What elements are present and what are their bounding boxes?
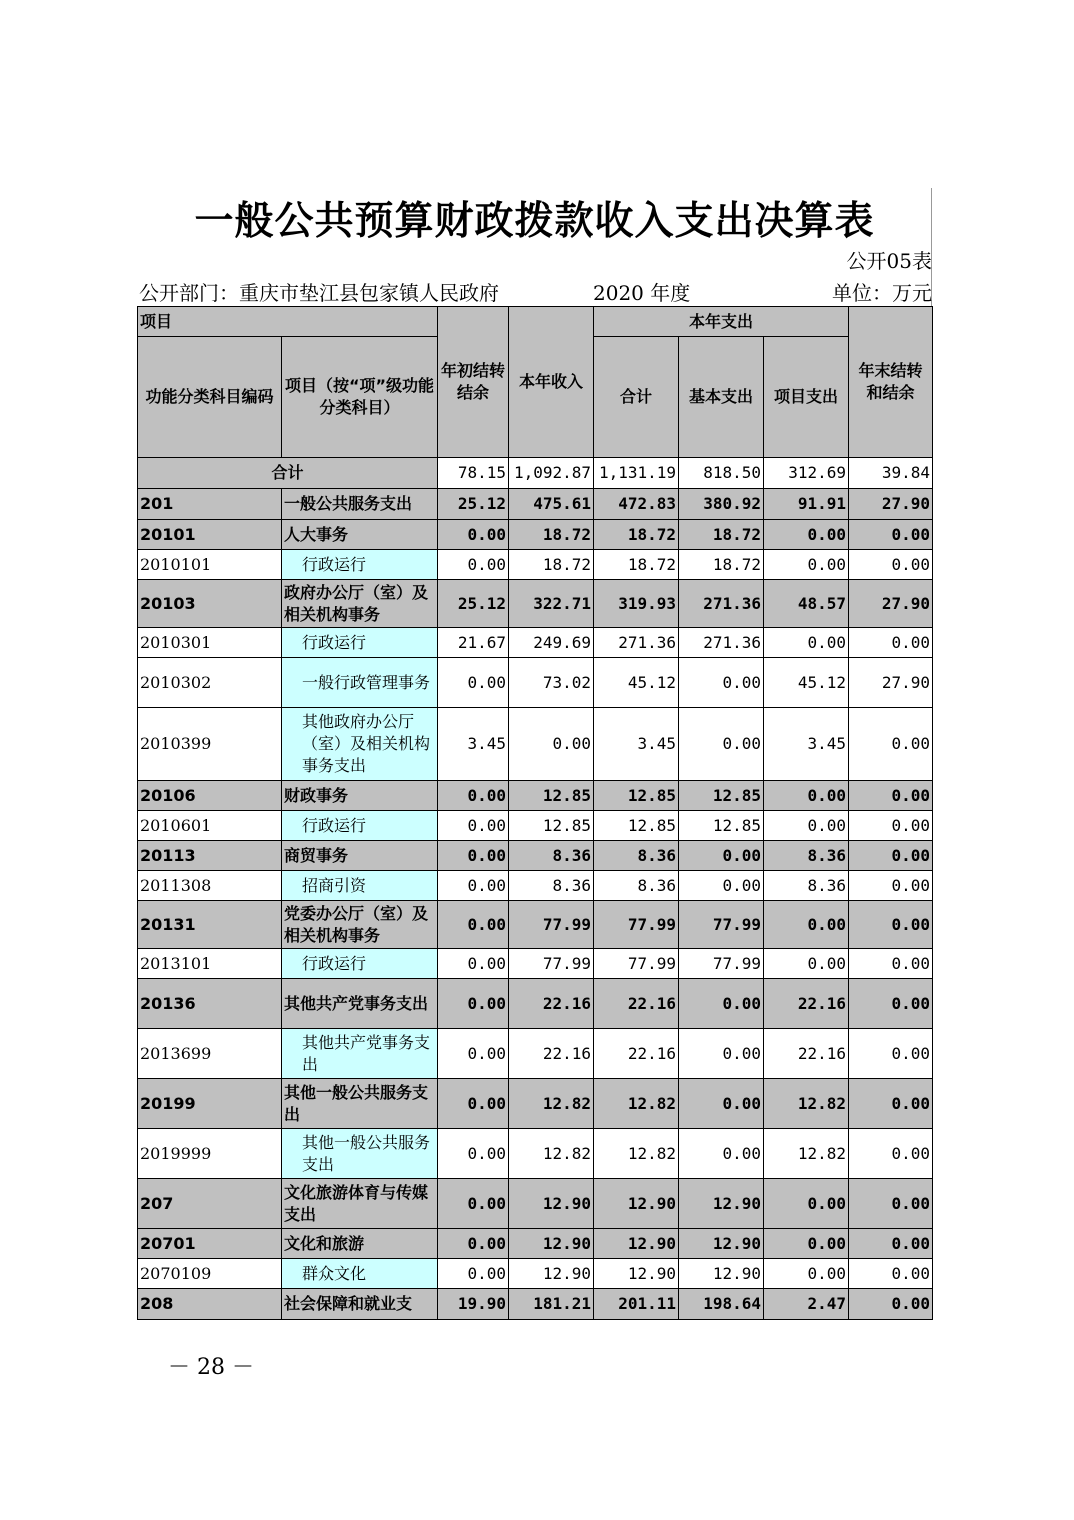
- row-value: 181.21: [509, 1289, 594, 1320]
- table-number: 公开05表: [846, 249, 932, 273]
- row-value: 12.90: [509, 1229, 594, 1259]
- row-value: 0.00: [438, 658, 509, 708]
- row-name: 行政运行: [282, 550, 438, 580]
- row-value: 0.00: [438, 550, 509, 580]
- row-value: 3.45: [764, 708, 849, 781]
- row-code: 20101: [138, 520, 282, 550]
- row-value: 12.82: [509, 1079, 594, 1129]
- table-row: [138, 1079, 933, 1129]
- page-title: 一般公共预算财政拨款收入支出决算表: [194, 199, 875, 244]
- row-value: 0.00: [849, 811, 933, 841]
- row-code: 20136: [138, 979, 282, 1029]
- row-value: 0.00: [438, 1129, 509, 1179]
- row-name: 其他共产党事务支出: [282, 1029, 438, 1079]
- row-value: 0.00: [849, 979, 933, 1029]
- row-value: 22.16: [764, 979, 849, 1029]
- row-value: 0.00: [438, 781, 509, 811]
- row-value: 12.85: [679, 811, 764, 841]
- row-value: 0.00: [438, 841, 509, 871]
- table-row: [138, 658, 933, 708]
- row-value: 249.69: [509, 628, 594, 658]
- row-value: 2.47: [764, 1289, 849, 1320]
- row-value: 8.36: [594, 871, 679, 901]
- row-value: 77.99: [594, 949, 679, 979]
- row-value: 12.90: [509, 1259, 594, 1289]
- header-total: 合计: [594, 337, 679, 458]
- row-value: 319.93: [594, 580, 679, 628]
- row-value: 0.00: [438, 1179, 509, 1229]
- row-value: 0.00: [679, 708, 764, 781]
- row-value: 322.71: [509, 580, 594, 628]
- row-value: 27.90: [849, 489, 933, 520]
- row-value: 12.85: [509, 781, 594, 811]
- row-value: 12.82: [594, 1129, 679, 1179]
- table-row: [138, 979, 933, 1029]
- row-name: 商贸事务: [282, 841, 438, 871]
- department-label: 公开部门：重庆市垫江县包家镇人民政府: [139, 281, 499, 305]
- row-value: 12.90: [679, 1179, 764, 1229]
- budget-table: [137, 306, 933, 1320]
- header-item: 项目: [138, 307, 438, 337]
- row-value: 0.00: [438, 979, 509, 1029]
- row-value: 45.12: [764, 658, 849, 708]
- row-code: 20131: [138, 901, 282, 949]
- row-name: 行政运行: [282, 949, 438, 979]
- row-value: 475.61: [509, 489, 594, 520]
- table-row: [138, 871, 933, 901]
- meta-line: [137, 277, 932, 305]
- row-value: 198.64: [679, 1289, 764, 1320]
- row-code: 2010399: [138, 708, 282, 781]
- header-basic: 基本支出: [679, 337, 764, 458]
- row-value: 271.36: [679, 580, 764, 628]
- row-code: 208: [138, 1289, 282, 1320]
- row-name: 一般行政管理事务: [282, 658, 438, 708]
- row-value: 48.57: [764, 580, 849, 628]
- row-value: 0.00: [849, 1289, 933, 1320]
- row-code: 2019999: [138, 1129, 282, 1179]
- row-value: 77.99: [594, 901, 679, 949]
- row-code: 2010302: [138, 658, 282, 708]
- table-row: [138, 1259, 933, 1289]
- table-row: [138, 550, 933, 580]
- row-value: 0.00: [849, 1029, 933, 1079]
- row-value: 0.00: [764, 949, 849, 979]
- header-income: 本年收入: [509, 307, 594, 458]
- row-value: 8.36: [594, 841, 679, 871]
- row-value: 472.83: [594, 489, 679, 520]
- row-name: 一般公共服务支出: [282, 489, 438, 520]
- row-value: 12.85: [594, 811, 679, 841]
- table-row: [138, 1129, 933, 1179]
- row-value: 12.82: [764, 1129, 849, 1179]
- row-value: 22.16: [509, 979, 594, 1029]
- row-code: 2013699: [138, 1029, 282, 1079]
- row-value: 27.90: [849, 658, 933, 708]
- row-value: 73.02: [509, 658, 594, 708]
- row-value: 0.00: [849, 520, 933, 550]
- page-number: － 28 －: [168, 1355, 254, 1380]
- row-value: 0.00: [679, 1079, 764, 1129]
- row-value: 12.90: [679, 1259, 764, 1289]
- row-code: 2070109: [138, 1259, 282, 1289]
- row-value: 0.00: [764, 1179, 849, 1229]
- row-name: 财政事务: [282, 781, 438, 811]
- row-value: 0.00: [764, 520, 849, 550]
- row-value: 0.00: [679, 871, 764, 901]
- row-value: 0.00: [438, 871, 509, 901]
- row-value: 18.72: [594, 550, 679, 580]
- year-label: 2020 年度: [593, 281, 691, 305]
- row-value: 0.00: [849, 1129, 933, 1179]
- row-value: 12.90: [509, 1179, 594, 1229]
- row-name: 其他一般公共服务支出: [282, 1129, 438, 1179]
- table-row: [138, 901, 933, 949]
- row-name: 政府办公厅（室）及相关机构事务: [282, 580, 438, 628]
- row-code: 2010301: [138, 628, 282, 658]
- unit-label: 单位：万元: [832, 281, 932, 305]
- row-value: 0.00: [764, 1259, 849, 1289]
- table-row: [138, 811, 933, 841]
- row-value: 0.00: [679, 841, 764, 871]
- row-value: 0.00: [849, 550, 933, 580]
- row-value: 12.90: [594, 1229, 679, 1259]
- row-code: 20103: [138, 580, 282, 628]
- row-code: 20701: [138, 1229, 282, 1259]
- row-value: 0.00: [764, 781, 849, 811]
- header-current-expense: 本年支出: [594, 307, 849, 337]
- row-value: 8.36: [509, 871, 594, 901]
- row-value: 0.00: [438, 1079, 509, 1129]
- table-row: [138, 708, 933, 781]
- row-value: 91.91: [764, 489, 849, 520]
- row-name: 招商引资: [282, 871, 438, 901]
- row-value: 0.00: [764, 550, 849, 580]
- row-value: 12.90: [594, 1259, 679, 1289]
- table-row: [138, 520, 933, 550]
- total-value: 818.50: [679, 458, 764, 489]
- row-code: 201: [138, 489, 282, 520]
- row-value: 0.00: [849, 901, 933, 949]
- row-value: 0.00: [849, 628, 933, 658]
- row-value: 8.36: [509, 841, 594, 871]
- row-value: 77.99: [509, 901, 594, 949]
- row-value: 0.00: [849, 841, 933, 871]
- row-value: 18.72: [679, 550, 764, 580]
- table-row: [138, 580, 933, 628]
- row-name: 人大事务: [282, 520, 438, 550]
- row-name: 行政运行: [282, 628, 438, 658]
- row-name: 社会保障和就业支: [282, 1289, 438, 1320]
- row-value: 8.36: [764, 871, 849, 901]
- row-code: 20106: [138, 781, 282, 811]
- row-value: 8.36: [764, 841, 849, 871]
- table-row: [138, 949, 933, 979]
- table-row: [138, 1289, 933, 1320]
- row-value: 3.45: [594, 708, 679, 781]
- row-value: 380.92: [679, 489, 764, 520]
- row-code: 2013101: [138, 949, 282, 979]
- row-value: 77.99: [679, 949, 764, 979]
- row-value: 0.00: [679, 1129, 764, 1179]
- row-value: 12.82: [594, 1079, 679, 1129]
- row-value: 12.82: [764, 1079, 849, 1129]
- row-value: 25.12: [438, 489, 509, 520]
- row-value: 77.99: [679, 901, 764, 949]
- total-value: 1,131.19: [594, 458, 679, 489]
- total-value: 78.15: [438, 458, 509, 489]
- header-name: 项目（按“项”级功能分类科目）: [282, 337, 438, 458]
- row-value: 0.00: [438, 1029, 509, 1079]
- row-value: 0.00: [438, 811, 509, 841]
- row-code: 20113: [138, 841, 282, 871]
- header-begin-balance: 年初结转结余: [438, 307, 509, 458]
- total-value: 1,092.87: [509, 458, 594, 489]
- row-value: 0.00: [764, 628, 849, 658]
- row-value: 12.85: [679, 781, 764, 811]
- row-value: 0.00: [764, 1229, 849, 1259]
- table-row: [138, 781, 933, 811]
- table-row: [138, 1029, 933, 1079]
- row-value: 22.16: [594, 1029, 679, 1079]
- row-value: 271.36: [679, 628, 764, 658]
- row-code: 20199: [138, 1079, 282, 1129]
- row-value: 25.12: [438, 580, 509, 628]
- header-end-balance: 年末结转和结余: [849, 307, 933, 458]
- row-value: 3.45: [438, 708, 509, 781]
- row-value: 18.72: [509, 520, 594, 550]
- row-name: 群众文化: [282, 1259, 438, 1289]
- row-name: 行政运行: [282, 811, 438, 841]
- row-code: 2010601: [138, 811, 282, 841]
- row-value: 12.90: [679, 1229, 764, 1259]
- row-value: 0.00: [438, 520, 509, 550]
- table-row: [138, 1179, 933, 1229]
- row-value: 0.00: [849, 1229, 933, 1259]
- table-row: [138, 489, 933, 520]
- row-value: 0.00: [438, 901, 509, 949]
- row-value: 22.16: [509, 1029, 594, 1079]
- row-value: 0.00: [849, 1079, 933, 1129]
- row-value: 18.72: [594, 520, 679, 550]
- row-code: 207: [138, 1179, 282, 1229]
- row-value: 18.72: [679, 520, 764, 550]
- row-value: 22.16: [764, 1029, 849, 1079]
- header-project: 项目支出: [764, 337, 849, 458]
- row-value: 18.72: [509, 550, 594, 580]
- row-value: 0.00: [849, 1179, 933, 1229]
- row-value: 21.67: [438, 628, 509, 658]
- row-value: 0.00: [764, 811, 849, 841]
- table-row: [138, 1229, 933, 1259]
- total-value: 312.69: [764, 458, 849, 489]
- row-name: 其他政府办公厅（室）及相关机构事务支出: [282, 708, 438, 781]
- row-value: 22.16: [594, 979, 679, 1029]
- row-value: 0.00: [509, 708, 594, 781]
- table-row: [138, 628, 933, 658]
- row-value: 45.12: [594, 658, 679, 708]
- row-value: 0.00: [679, 658, 764, 708]
- row-value: 201.11: [594, 1289, 679, 1320]
- row-value: 0.00: [849, 1259, 933, 1289]
- row-value: 12.85: [594, 781, 679, 811]
- row-name: 文化和旅游: [282, 1229, 438, 1259]
- row-name: 其他共产党事务支出: [282, 979, 438, 1029]
- row-value: 0.00: [679, 979, 764, 1029]
- row-name: 其他一般公共服务支出: [282, 1079, 438, 1129]
- row-value: 12.82: [509, 1129, 594, 1179]
- row-value: 12.85: [509, 811, 594, 841]
- row-value: 0.00: [438, 1259, 509, 1289]
- row-value: 0.00: [849, 949, 933, 979]
- row-code: 2011308: [138, 871, 282, 901]
- row-value: 0.00: [849, 708, 933, 781]
- row-name: 文化旅游体育与传媒支出: [282, 1179, 438, 1229]
- row-value: 0.00: [849, 781, 933, 811]
- row-value: 0.00: [438, 949, 509, 979]
- row-value: 271.36: [594, 628, 679, 658]
- row-value: 0.00: [679, 1029, 764, 1079]
- row-value: 27.90: [849, 580, 933, 628]
- total-row: [138, 458, 933, 489]
- row-value: 0.00: [849, 871, 933, 901]
- row-name: 党委办公厅（室）及相关机构事务: [282, 901, 438, 949]
- row-value: 19.90: [438, 1289, 509, 1320]
- row-value: 0.00: [438, 1229, 509, 1259]
- header-code: 功能分类科目编码: [138, 337, 282, 458]
- total-label: 合计: [138, 458, 438, 489]
- total-value: 39.84: [849, 458, 933, 489]
- table-row: [138, 841, 933, 871]
- row-value: 0.00: [764, 901, 849, 949]
- row-value: 77.99: [509, 949, 594, 979]
- row-value: 12.90: [594, 1179, 679, 1229]
- row-code: 2010101: [138, 550, 282, 580]
